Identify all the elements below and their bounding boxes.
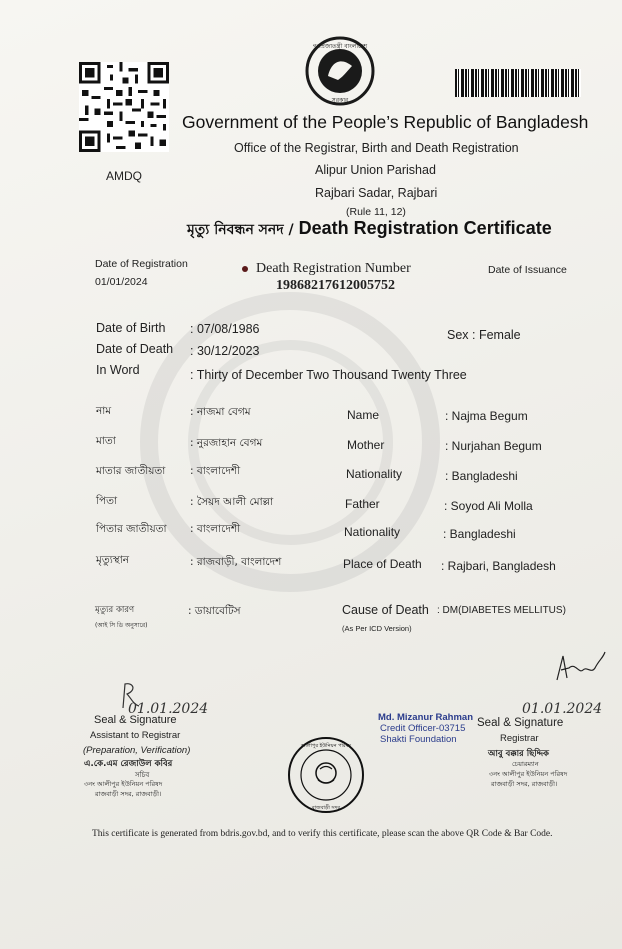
detail-en-label: Nationality bbox=[344, 525, 401, 539]
left-seal-label: Seal & Signature bbox=[94, 714, 177, 726]
right-role: Registrar bbox=[500, 733, 539, 744]
right-stamp-name: আবু বক্কার ছিদ্দিক bbox=[488, 749, 549, 759]
detail-bn-value: : সৈয়দ আলী মোল্লা bbox=[190, 496, 274, 508]
bullet-icon bbox=[242, 266, 248, 272]
detail-bn-value: : রাজবাড়ী, বাংলাদেশ bbox=[190, 556, 282, 568]
inword-value: : Thirty of December Two Thousand Twenty Three bbox=[190, 368, 467, 382]
left-stamp-title: সচিব bbox=[135, 771, 150, 779]
left-role: Assistant to Registrar bbox=[90, 730, 181, 741]
registration-number-value: 19868217612005752 bbox=[276, 278, 395, 293]
svg-text:রাজবাড়ী সদর: রাজবাড়ী সদর bbox=[311, 805, 341, 811]
blue-stamp-title: Credit Officer-03715 bbox=[380, 723, 466, 734]
signature-right-icon bbox=[553, 650, 609, 684]
detail-en-value: : Soyod Ali Molla bbox=[444, 499, 533, 513]
right-stamp-place: রাজবাড়ী সদর, রাজবাড়ী। bbox=[491, 780, 558, 788]
svg-text:আলীপুর ইউনিয়ন পরিষদ: আলীপুর ইউনিয়ন পরিষদ bbox=[300, 743, 352, 749]
issuance-date-label: Date of Issuance bbox=[488, 264, 567, 276]
certificate-title bbox=[187, 218, 552, 242]
inword-label: In Word bbox=[96, 363, 140, 377]
right-stamp-title: চেয়ারম্যান bbox=[512, 760, 539, 768]
left-handwritten-date: 01.01.2024 bbox=[128, 701, 209, 717]
barcode bbox=[455, 69, 581, 97]
detail-bn-value: : বাংলাদেশী bbox=[190, 523, 241, 535]
dod-value: : 30/12/2023 bbox=[190, 344, 260, 358]
cause-en-label: Cause of Death bbox=[342, 603, 429, 617]
detail-en-label: Nationality bbox=[346, 467, 403, 481]
government-title: Government of the People’s Republic of Bangladesh bbox=[182, 112, 589, 132]
detail-bn-label: মাতা bbox=[96, 435, 116, 447]
blue-stamp-name: Md. Mizanur Rahman bbox=[378, 712, 474, 723]
right-handwritten-date: 01.01.2024 bbox=[522, 701, 603, 717]
registration-date-label: Date of Registration bbox=[95, 258, 188, 270]
detail-en-value: : Bangladeshi bbox=[443, 527, 516, 541]
cause-bn-label: মৃত্যুর কারণ bbox=[95, 605, 135, 615]
detail-bn-label: নাম bbox=[96, 405, 112, 417]
left-stamp-place: রাজবাড়ী সদর, রাজবাড়ী। bbox=[95, 790, 162, 798]
left-stamp-org: ৩নং আলীপুর ইউনিয়ন পরিষদ bbox=[84, 780, 163, 788]
detail-bn-label: পিতার জাতীয়তা bbox=[96, 523, 167, 535]
cause-bn-value: : ডায়াবেটিস bbox=[188, 605, 241, 617]
dod-label: Date of Death bbox=[96, 342, 174, 356]
certificate-title-en: Death Registration Certificate bbox=[298, 218, 552, 238]
right-stamp-org: ৩নং আলীপুর ইউনিয়ন পরিষদ bbox=[489, 770, 568, 778]
qr-code bbox=[79, 62, 169, 152]
detail-en-value: : Rajbari, Bangladesh bbox=[441, 559, 556, 573]
detail-bn-label: মাতার জাতীয়তা bbox=[96, 465, 166, 477]
registration-number-label: Death Registration Number bbox=[256, 261, 411, 276]
detail-en-value: : Nurjahan Begum bbox=[445, 439, 542, 453]
dob-label: Date of Birth bbox=[96, 321, 166, 335]
certificate-title-bn: মৃত্যু নিবন্ধন সনদ / bbox=[187, 222, 294, 238]
detail-en-label: Father bbox=[345, 497, 380, 511]
detail-bn-value: : নাজমা বেগম bbox=[190, 406, 251, 418]
upazila-name: Rajbari Sadar, Rajbari bbox=[315, 186, 438, 200]
rule-text: (Rule 11, 12) bbox=[346, 206, 406, 218]
left-role-detail: (Preparation, Verification) bbox=[83, 745, 191, 756]
detail-en-value: : Najma Begum bbox=[445, 409, 528, 423]
union-name: Alipur Union Parishad bbox=[315, 163, 436, 177]
sex-value: Sex : Female bbox=[447, 328, 521, 342]
document-code: AMDQ bbox=[106, 169, 142, 183]
detail-bn-value: : বাংলাদেশী bbox=[190, 465, 241, 477]
dob-value: : 07/08/1986 bbox=[190, 322, 260, 336]
footer-verification-note: This certificate is generated from bdris.gov.bd, and to verify this certificate, please scan the above QR Code & Bar Code. bbox=[92, 829, 553, 839]
registration-date-value: 01/01/2024 bbox=[95, 276, 148, 288]
detail-en-label: Mother bbox=[347, 438, 385, 452]
detail-en-value: : Bangladeshi bbox=[445, 469, 518, 483]
office-title: Office of the Registrar, Birth and Death Registration bbox=[234, 141, 519, 155]
detail-en-label: Place of Death bbox=[343, 557, 422, 571]
union-seal-icon bbox=[287, 736, 365, 814]
detail-bn-label: মৃত্যুস্থান bbox=[96, 554, 130, 566]
bangladesh-emblem-icon bbox=[294, 36, 386, 106]
detail-en-label: Name bbox=[347, 408, 380, 422]
svg-text:সরকার: সরকার bbox=[331, 97, 349, 104]
left-stamp-name: এ.কে.এম রেজাউল কবির bbox=[84, 759, 173, 769]
detail-bn-label: পিতা bbox=[96, 495, 118, 507]
cause-en-note: (As Per ICD Version) bbox=[342, 624, 412, 633]
right-seal-label: Seal & Signature bbox=[477, 717, 564, 729]
detail-bn-value: : নুরজাহান বেগম bbox=[190, 437, 263, 449]
cause-en-value: : DM(DIABETES MELLITUS) bbox=[437, 605, 566, 616]
svg-text:গণপ্রজাতন্ত্রী বাংলাদেশ: গণপ্রজাতন্ত্রী বাংলাদেশ bbox=[312, 43, 368, 50]
blue-stamp-org: Shakti Foundation bbox=[380, 734, 457, 745]
cause-bn-note: (আই সি ডি অনুসারে) bbox=[95, 622, 148, 629]
watermark-emblem bbox=[140, 292, 440, 592]
